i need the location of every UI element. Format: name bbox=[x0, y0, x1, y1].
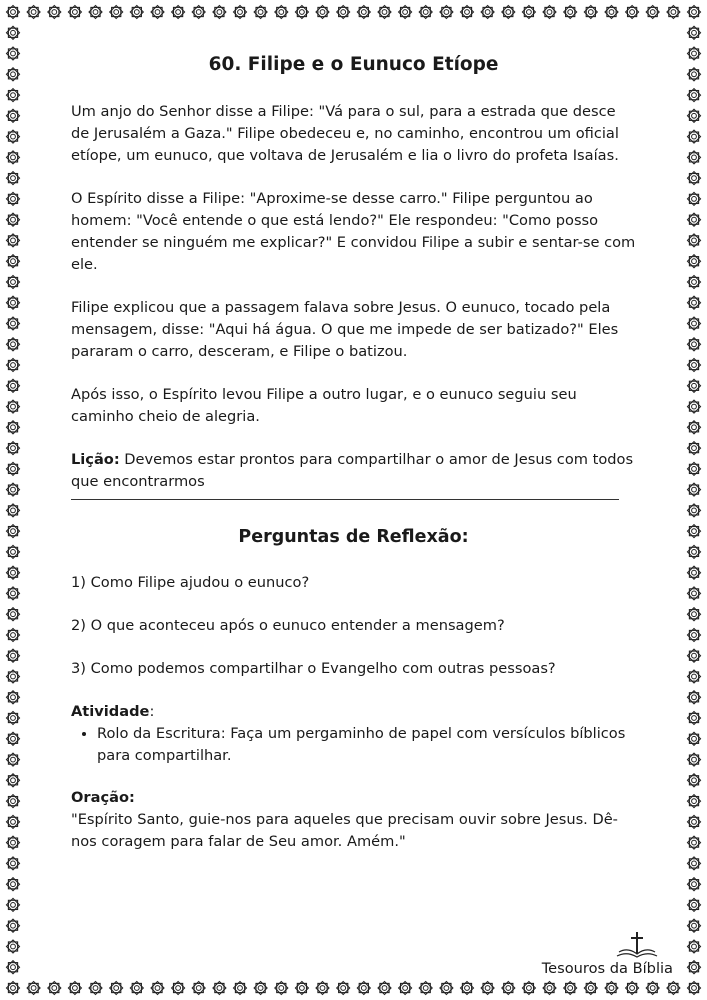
border-ornament bbox=[667, 981, 680, 994]
border-ornament bbox=[6, 649, 19, 662]
border-ornament bbox=[6, 400, 19, 413]
border-ornament bbox=[605, 981, 618, 994]
border-ornament bbox=[687, 255, 700, 268]
border-ornament bbox=[687, 26, 700, 39]
border-ornament bbox=[6, 26, 19, 39]
border-ornament bbox=[275, 5, 288, 18]
border-ornament bbox=[687, 670, 700, 683]
border-ornament bbox=[6, 213, 19, 226]
border-ornament bbox=[543, 5, 556, 18]
reflection-question-2: 2) O que aconteceu após o eunuco entender a mensagem? bbox=[71, 617, 505, 634]
border-ornament bbox=[151, 981, 164, 994]
reflection-question-1: 1) Como Filipe ajudou o eunuco? bbox=[71, 574, 310, 591]
border-ornament bbox=[687, 525, 700, 538]
border-ornament bbox=[6, 836, 19, 849]
border-ornament bbox=[646, 5, 659, 18]
border-ornament bbox=[6, 255, 19, 268]
border-ornament bbox=[316, 5, 329, 18]
border-ornament bbox=[460, 981, 473, 994]
border-ornament bbox=[687, 795, 700, 808]
border-ornament bbox=[6, 47, 19, 60]
border-ornament bbox=[522, 981, 535, 994]
border-ornament bbox=[481, 5, 494, 18]
border-ornament bbox=[48, 5, 61, 18]
border-ornament bbox=[172, 981, 185, 994]
border-ornament bbox=[6, 192, 19, 205]
reflection-heading: Perguntas de Reflexão: bbox=[238, 527, 469, 547]
border-ornament bbox=[687, 462, 700, 475]
border-ornament bbox=[687, 857, 700, 870]
story-paragraph-3: Filipe explicou que a passagem falava sobre Jesus. O eunuco, tocado pela mensagem, disse: "Aqui há água. O que me impede de ser batizado?" Eles pararam o carro, desceram, e Filipe o batizou. bbox=[71, 299, 619, 360]
cross-open-book-icon bbox=[615, 930, 659, 960]
border-ornament bbox=[481, 981, 494, 994]
border-ornament bbox=[502, 5, 515, 18]
border-ornament bbox=[27, 981, 40, 994]
border-ornament bbox=[605, 5, 618, 18]
border-ornament bbox=[316, 981, 329, 994]
border-ornament bbox=[6, 462, 19, 475]
border-ornament bbox=[6, 691, 19, 704]
border-ornament bbox=[6, 275, 19, 288]
border-ornament bbox=[6, 608, 19, 621]
border-ornament bbox=[687, 628, 700, 641]
story-paragraph-2: O Espírito disse a Filipe: "Aproxime-se desse carro." Filipe perguntou ao homem: "Você entende o que está lendo?" Ele respondeu: "Como posso entender se ninguém me explicar?" E convidou Filipe a subir e sentar-se com ele. bbox=[71, 190, 636, 273]
border-ornament bbox=[687, 442, 700, 455]
prayer-heading: Oração: bbox=[71, 789, 135, 806]
border-ornament bbox=[6, 774, 19, 787]
border-ornament bbox=[6, 151, 19, 164]
document-body bbox=[71, 52, 636, 853]
border-ornament bbox=[337, 5, 350, 18]
border-ornament bbox=[254, 981, 267, 994]
brand-name: Tesouros da Bíblia bbox=[541, 960, 673, 977]
border-ornament bbox=[48, 981, 61, 994]
border-ornament bbox=[6, 753, 19, 766]
border-ornament bbox=[6, 358, 19, 371]
border-ornament bbox=[687, 483, 700, 496]
border-ornament bbox=[6, 130, 19, 143]
border-ornament bbox=[6, 587, 19, 600]
border-ornament bbox=[275, 981, 288, 994]
border-ornament bbox=[130, 981, 143, 994]
border-ornament bbox=[687, 317, 700, 330]
story-paragraph-4: Após isso, o Espírito levou Filipe a outro lugar, e o eunuco seguiu seu caminho cheio de alegria. bbox=[71, 386, 577, 425]
border-ornament bbox=[399, 981, 412, 994]
border-ornament bbox=[687, 587, 700, 600]
border-ornament bbox=[6, 732, 19, 745]
border-ornament bbox=[213, 5, 226, 18]
border-ornament bbox=[172, 5, 185, 18]
border-ornament bbox=[522, 5, 535, 18]
border-ornament bbox=[6, 525, 19, 538]
border-ornament bbox=[6, 296, 19, 309]
border-ornament bbox=[295, 5, 308, 18]
border-ornament bbox=[687, 358, 700, 371]
border-ornament bbox=[687, 151, 700, 164]
border-ornament bbox=[233, 5, 246, 18]
border-ornament bbox=[6, 483, 19, 496]
border-ornament bbox=[667, 5, 680, 18]
border-ornament bbox=[687, 711, 700, 724]
border-ornament bbox=[6, 566, 19, 579]
border-ornament bbox=[89, 981, 102, 994]
activity-heading bbox=[71, 701, 636, 723]
border-ornament bbox=[460, 5, 473, 18]
border-ornament bbox=[687, 981, 700, 994]
border-ornament bbox=[687, 961, 700, 974]
border-ornament bbox=[419, 981, 432, 994]
border-ornament bbox=[687, 815, 700, 828]
lesson bbox=[71, 449, 636, 493]
border-ornament bbox=[6, 5, 19, 18]
border-ornament bbox=[151, 5, 164, 18]
activity-colon: : bbox=[149, 703, 155, 720]
lesson-label: Lição: bbox=[71, 451, 120, 468]
border-ornament bbox=[399, 5, 412, 18]
border-ornament bbox=[687, 421, 700, 434]
reflection-question-3: 3) Como podemos compartilhar o Evangelho com outras pessoas? bbox=[71, 660, 556, 677]
border-ornament bbox=[6, 442, 19, 455]
border-ornament bbox=[646, 981, 659, 994]
border-ornament bbox=[687, 68, 700, 81]
border-ornament bbox=[564, 981, 577, 994]
border-ornament bbox=[110, 5, 123, 18]
border-ornament bbox=[687, 753, 700, 766]
border-ornament bbox=[68, 5, 81, 18]
section-divider bbox=[71, 499, 619, 500]
prayer-text: "Espírito Santo, guie-nos para aqueles que precisam ouvir sobre Jesus. Dê-nos coragem para falar de Seu amor. Amém." bbox=[71, 811, 618, 850]
border-ornament bbox=[687, 940, 700, 953]
border-ornament bbox=[192, 5, 205, 18]
border-ornament bbox=[6, 317, 19, 330]
border-ornament bbox=[6, 89, 19, 102]
border-ornament bbox=[419, 5, 432, 18]
border-ornament bbox=[6, 815, 19, 828]
border-ornament bbox=[626, 5, 639, 18]
border-ornament bbox=[357, 981, 370, 994]
border-ornament bbox=[6, 628, 19, 641]
border-ornament bbox=[233, 981, 246, 994]
border-ornament bbox=[502, 981, 515, 994]
border-ornament bbox=[337, 981, 350, 994]
border-ornament bbox=[687, 774, 700, 787]
border-ornament bbox=[687, 5, 700, 18]
border-ornament bbox=[440, 5, 453, 18]
border-ornament bbox=[6, 172, 19, 185]
border-ornament bbox=[687, 732, 700, 745]
border-ornament bbox=[687, 898, 700, 911]
border-ornament bbox=[6, 421, 19, 434]
border-ornament bbox=[687, 275, 700, 288]
border-ornament bbox=[687, 649, 700, 662]
story-paragraph-1: Um anjo do Senhor disse a Filipe: "Vá para o sul, para a estrada que desce de Jerusalém a Gaza." Filipe obedeceu e, no caminho, encontrou um oficial etíope, um eunuco, que voltava de Jerusalém e lia o livro do profeta Isaías. bbox=[71, 103, 619, 164]
border-ornament bbox=[6, 898, 19, 911]
border-ornament bbox=[6, 940, 19, 953]
border-ornament bbox=[6, 795, 19, 808]
border-ornament bbox=[687, 296, 700, 309]
border-ornament bbox=[687, 919, 700, 932]
border-ornament bbox=[6, 545, 19, 558]
border-ornament bbox=[6, 857, 19, 870]
border-ornament bbox=[584, 5, 597, 18]
border-ornament bbox=[687, 691, 700, 704]
border-ornament bbox=[254, 5, 267, 18]
border-ornament bbox=[6, 961, 19, 974]
border-ornament bbox=[687, 608, 700, 621]
border-ornament bbox=[6, 379, 19, 392]
border-ornament bbox=[687, 878, 700, 891]
border-ornament bbox=[687, 400, 700, 413]
border-ornament bbox=[6, 670, 19, 683]
border-ornament bbox=[378, 5, 391, 18]
border-ornament bbox=[213, 981, 226, 994]
border-ornament bbox=[6, 504, 19, 517]
border-ornament bbox=[6, 711, 19, 724]
border-ornament bbox=[687, 338, 700, 351]
border-ornament bbox=[357, 5, 370, 18]
page-title: 60. Filipe e o Eunuco Etíope bbox=[208, 54, 499, 75]
lesson-text: Devemos estar prontos para compartilhar o amor de Jesus com todos que encontrarmos bbox=[71, 451, 634, 490]
border-ornament bbox=[687, 234, 700, 247]
border-ornament bbox=[89, 5, 102, 18]
border-ornament bbox=[6, 68, 19, 81]
border-ornament bbox=[687, 836, 700, 849]
border-ornament bbox=[687, 379, 700, 392]
border-ornament bbox=[6, 338, 19, 351]
border-ornament bbox=[687, 130, 700, 143]
border-ornament bbox=[687, 47, 700, 60]
border-ornament bbox=[543, 981, 556, 994]
activity-list bbox=[71, 723, 636, 767]
activity-item: • Rolo da Escritura: Faça um pergaminho de papel com versículos bíblicos para compartilhar. bbox=[97, 723, 636, 767]
border-ornament bbox=[626, 981, 639, 994]
border-ornament bbox=[687, 89, 700, 102]
border-ornament bbox=[27, 5, 40, 18]
border-ornament bbox=[687, 504, 700, 517]
border-ornament bbox=[687, 109, 700, 122]
border-ornament bbox=[564, 5, 577, 18]
border-ornament bbox=[584, 981, 597, 994]
border-ornament bbox=[378, 981, 391, 994]
border-ornament bbox=[687, 566, 700, 579]
border-ornament bbox=[687, 172, 700, 185]
border-ornament bbox=[192, 981, 205, 994]
border-ornament bbox=[110, 981, 123, 994]
border-ornament bbox=[68, 981, 81, 994]
border-ornament bbox=[130, 5, 143, 18]
border-ornament bbox=[687, 213, 700, 226]
border-ornament bbox=[6, 981, 19, 994]
border-ornament bbox=[440, 981, 453, 994]
border-ornament bbox=[687, 545, 700, 558]
border-ornament bbox=[6, 919, 19, 932]
footer-brand bbox=[542, 930, 673, 977]
border-ornament bbox=[295, 981, 308, 994]
activity-label: Atividade bbox=[71, 703, 150, 720]
border-ornament bbox=[6, 878, 19, 891]
border-ornament bbox=[6, 109, 19, 122]
border-ornament bbox=[687, 192, 700, 205]
border-ornament bbox=[6, 234, 19, 247]
